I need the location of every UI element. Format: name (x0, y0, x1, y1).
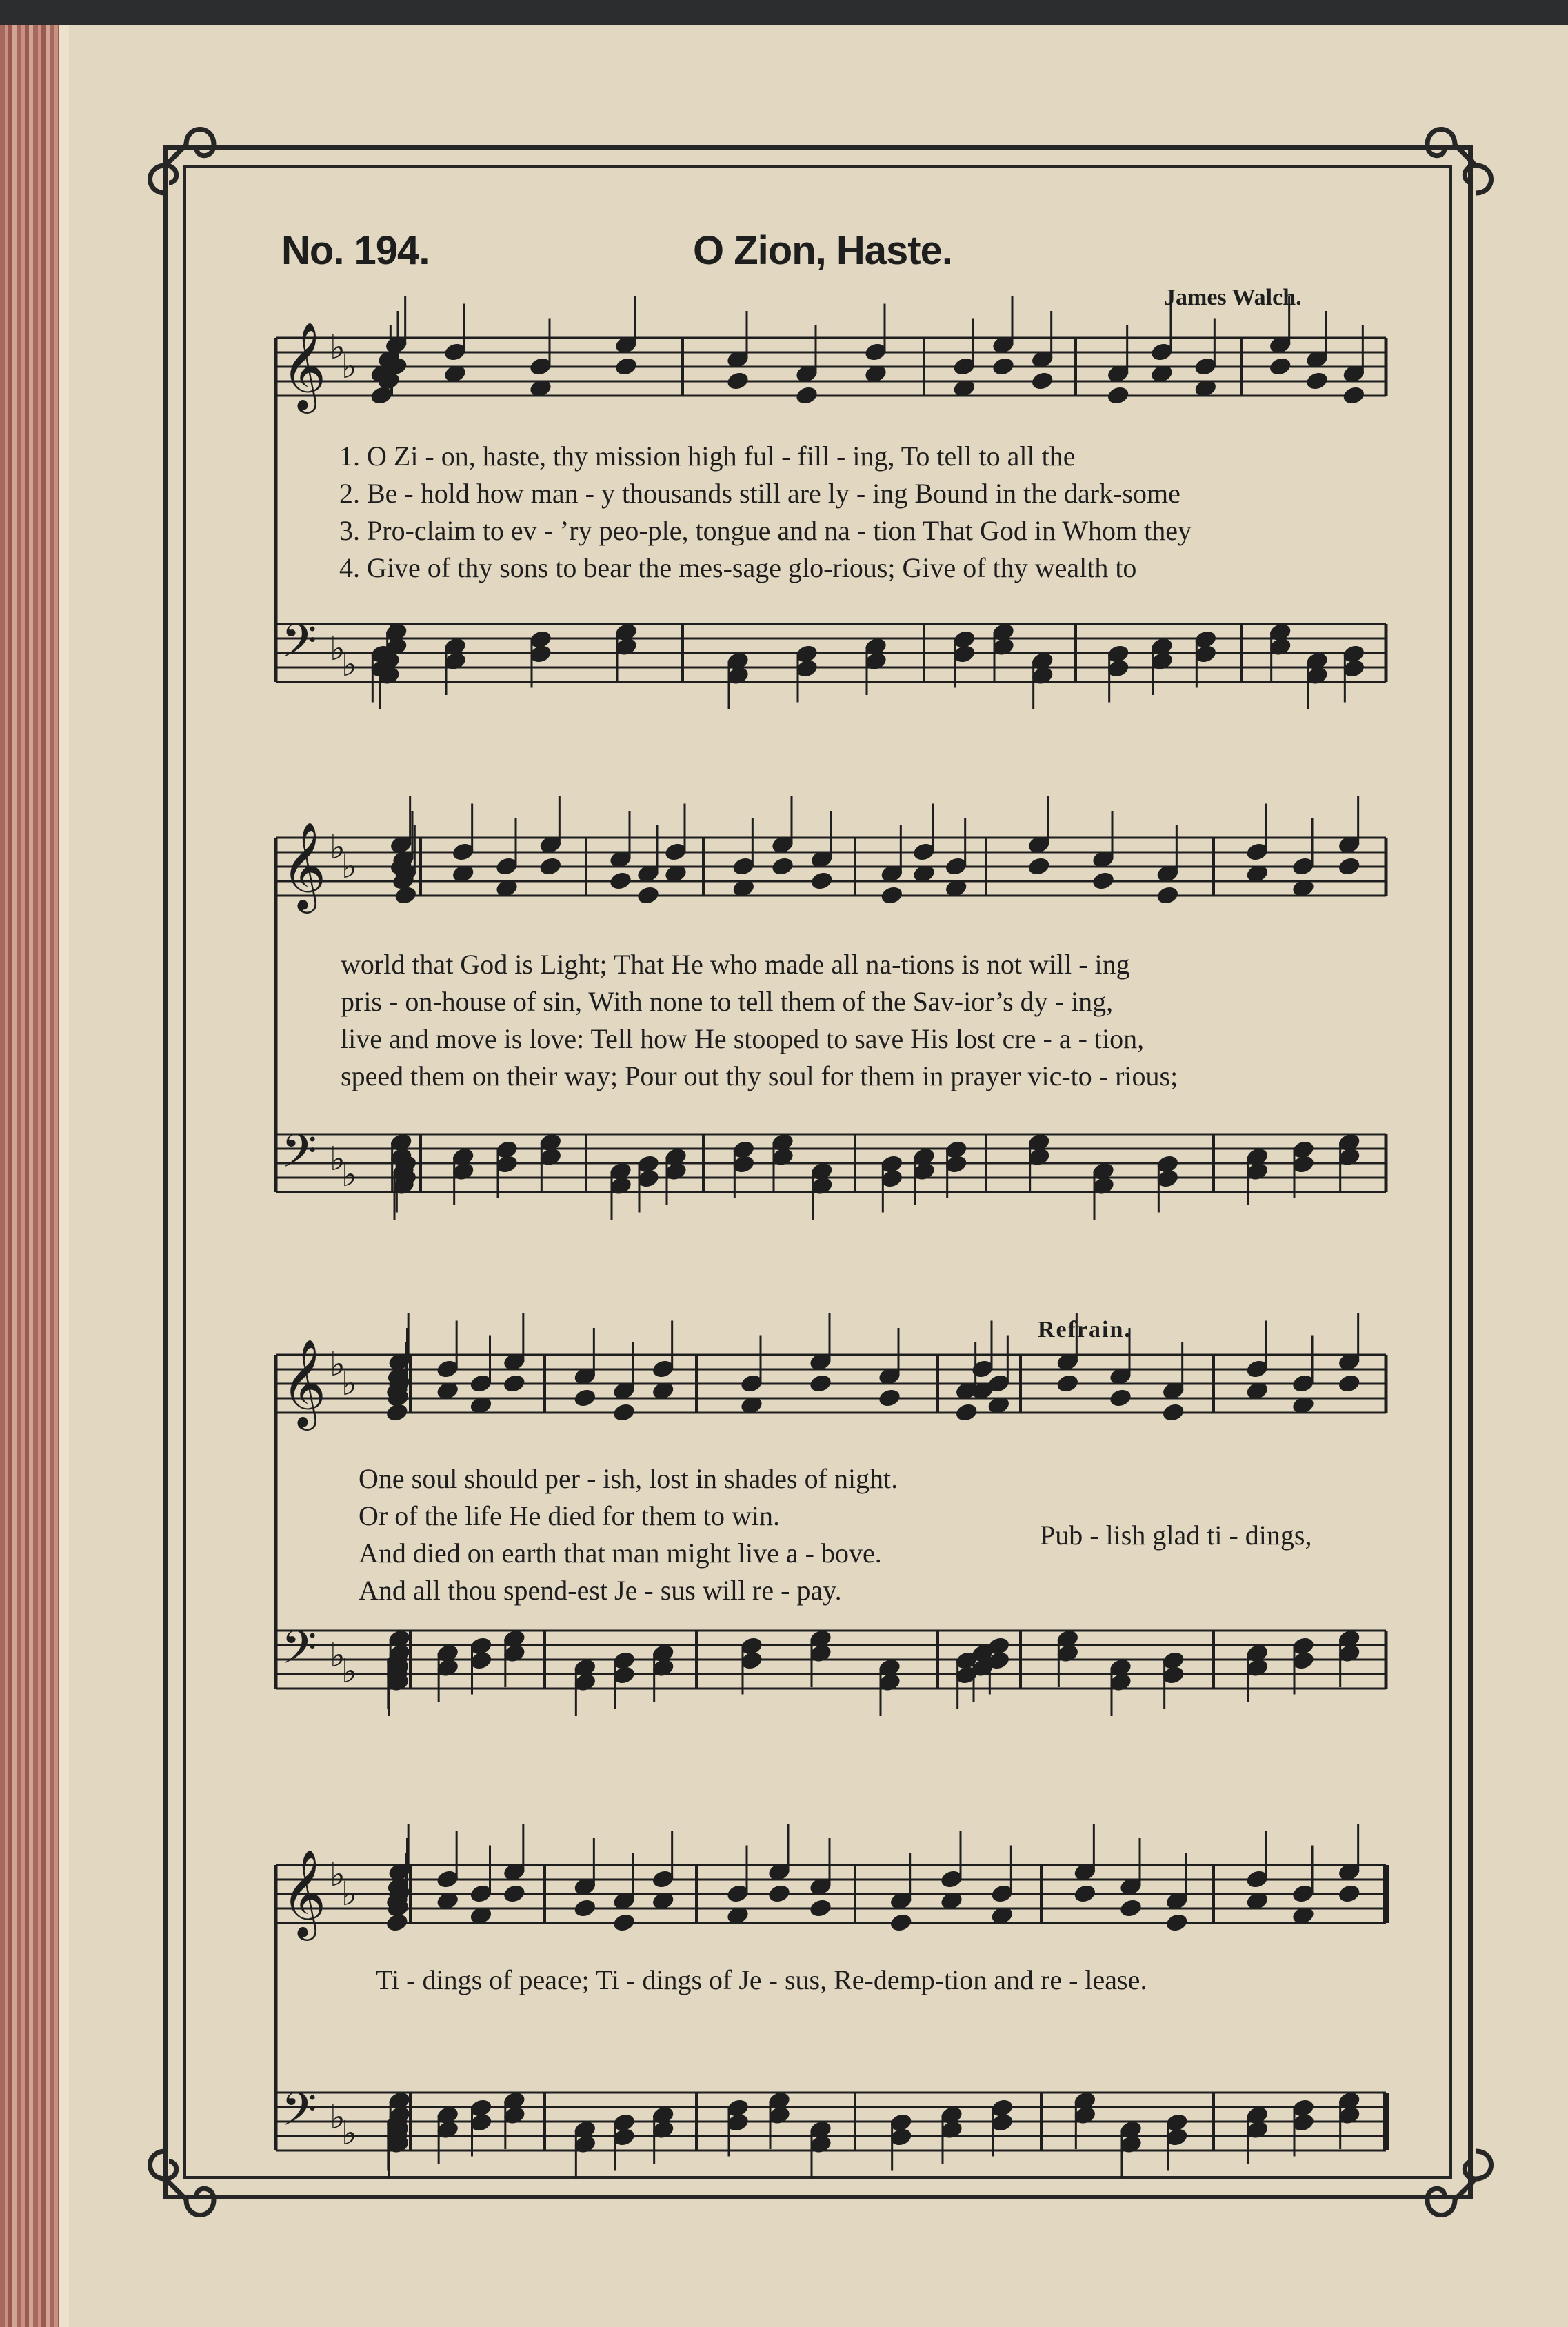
note-head (636, 885, 661, 906)
refrain-lyric-1: Pub - lish glad ti - dings, (1040, 1520, 1312, 1551)
note-head (808, 1373, 833, 1394)
key-signature-flat: ♭ (341, 1652, 357, 1691)
note-head (1118, 1897, 1143, 1919)
key-signature-flat: ♭ (341, 1156, 357, 1194)
note-head (572, 1897, 597, 1919)
note-head (1337, 1883, 1362, 1904)
refrain-label: Refrain. (1038, 1317, 1132, 1342)
key-signature-flat: ♭ (341, 2114, 357, 2153)
verse-lines-system-3 (359, 1460, 898, 1609)
composer-credit: James Walch. (1164, 285, 1302, 310)
note-head (877, 1387, 902, 1409)
key-signature-flat: ♭ (330, 1345, 345, 1384)
note-head (954, 1402, 979, 1423)
note-head (808, 1897, 833, 1919)
note-head (1055, 1373, 1080, 1394)
verse-3-line-c: And died on earth that man might live a - bove. (359, 1538, 882, 1569)
note-head (1091, 870, 1116, 891)
key-signature-flat: ♭ (330, 1636, 345, 1675)
note-head (385, 1912, 410, 1933)
note-head (538, 856, 563, 877)
note-head (1106, 385, 1131, 406)
verse-1-line-a: 1. O Zi - on, haste, thy mission high ful - fill - ing, To tell to all the (339, 441, 1076, 472)
key-signature-flat: ♭ (330, 1140, 345, 1178)
key-signature-flat: ♭ (330, 629, 345, 668)
note-head (794, 385, 819, 406)
note-head (612, 1402, 636, 1423)
note-head (1030, 370, 1055, 392)
note-head (1341, 385, 1366, 406)
verse-lines-system-1 (339, 438, 1192, 587)
note-head (770, 856, 795, 877)
verse-2-line-b: pris - on-house of sin, With none to tell them of the Sav-ior’s dy - ing, (341, 986, 1114, 1017)
verse-1-line-c: One soul should per - ish, lost in shades of night. (359, 1463, 898, 1494)
verse-1-line-b: world that God is Light; That He who made all na-tions is not will - ing (341, 949, 1130, 980)
note-head (614, 356, 639, 377)
key-signature-flat: ♭ (330, 328, 345, 367)
key-signature-flat: ♭ (341, 847, 357, 886)
note-head (612, 1912, 636, 1933)
hymn-number: No. 194. (281, 228, 430, 273)
verse-4-line-c: And all thou spend-est Je - sus will re - pay. (359, 1575, 842, 1606)
key-signature-flat: ♭ (330, 828, 345, 867)
treble-clef: 𝄞 (281, 321, 327, 410)
key-signature-flat: ♭ (341, 1875, 357, 1913)
note-head (502, 1883, 527, 1904)
verse-4-line-b: speed them on their way; Pour out thy soul for them in prayer vic-to - rious; (341, 1060, 1178, 1091)
note-head (810, 870, 834, 891)
note-head (879, 885, 904, 906)
note-head (1337, 1373, 1362, 1394)
bass-clef: 𝄢 (281, 614, 317, 678)
note-head (1337, 856, 1362, 877)
key-signature-flat: ♭ (330, 2098, 345, 2137)
treble-clef: 𝄞 (281, 821, 327, 909)
bass-clef: 𝄢 (281, 1621, 317, 1685)
verse-4-line-a: 4. Give of thy sons to bear the mes-sage glo-rious; Give of thy wealth to (339, 552, 1137, 583)
note-head (1108, 1387, 1133, 1409)
note-head (767, 1883, 792, 1904)
note-head (385, 1402, 410, 1423)
key-signature-flat: ♭ (341, 347, 357, 386)
note-head (1268, 356, 1293, 377)
note-head (1305, 370, 1329, 392)
note-head (502, 1373, 527, 1394)
note-head (1027, 856, 1052, 877)
verse-2-line-c: Or of the life He died for them to win. (359, 1500, 780, 1531)
bass-clef: 𝄢 (281, 2083, 317, 2147)
key-signature-flat: ♭ (341, 1364, 357, 1403)
note-head (1072, 1883, 1097, 1904)
treble-clef: 𝄞 (281, 1848, 327, 1937)
verse-3-line-b: live and move is love: Tell how He stooped to save His lost cre - a - tion, (341, 1023, 1145, 1054)
note-head (572, 1387, 597, 1409)
key-signature-flat: ♭ (330, 1855, 345, 1894)
verse-3-line-a: 3. Pro-claim to ev - ’ry peo-ple, tongue and na - tion That God in Whom they (339, 515, 1192, 546)
hymn-title: O Zion, Haste. (693, 228, 952, 273)
note-head (889, 1912, 914, 1933)
note-head (725, 370, 750, 392)
treble-clef: 𝄞 (281, 1338, 327, 1427)
refrain-lyric-2: Ti - dings of peace; Ti - dings of Je - sus, Re-demp-tion and re - lease. (376, 1964, 1147, 1995)
verse-2-line-a: 2. Be - hold how man - y thousands still are ly - ing Bound in the dark-some (339, 478, 1180, 509)
note-head (1161, 1402, 1186, 1423)
note-head (991, 356, 1016, 377)
key-signature-flat: ♭ (341, 645, 357, 684)
verse-lines-system-2 (341, 946, 1178, 1095)
note-head (1155, 885, 1180, 906)
bass-clef: 𝄢 (281, 1125, 317, 1189)
note-head (608, 870, 633, 891)
note-head (1165, 1912, 1189, 1933)
